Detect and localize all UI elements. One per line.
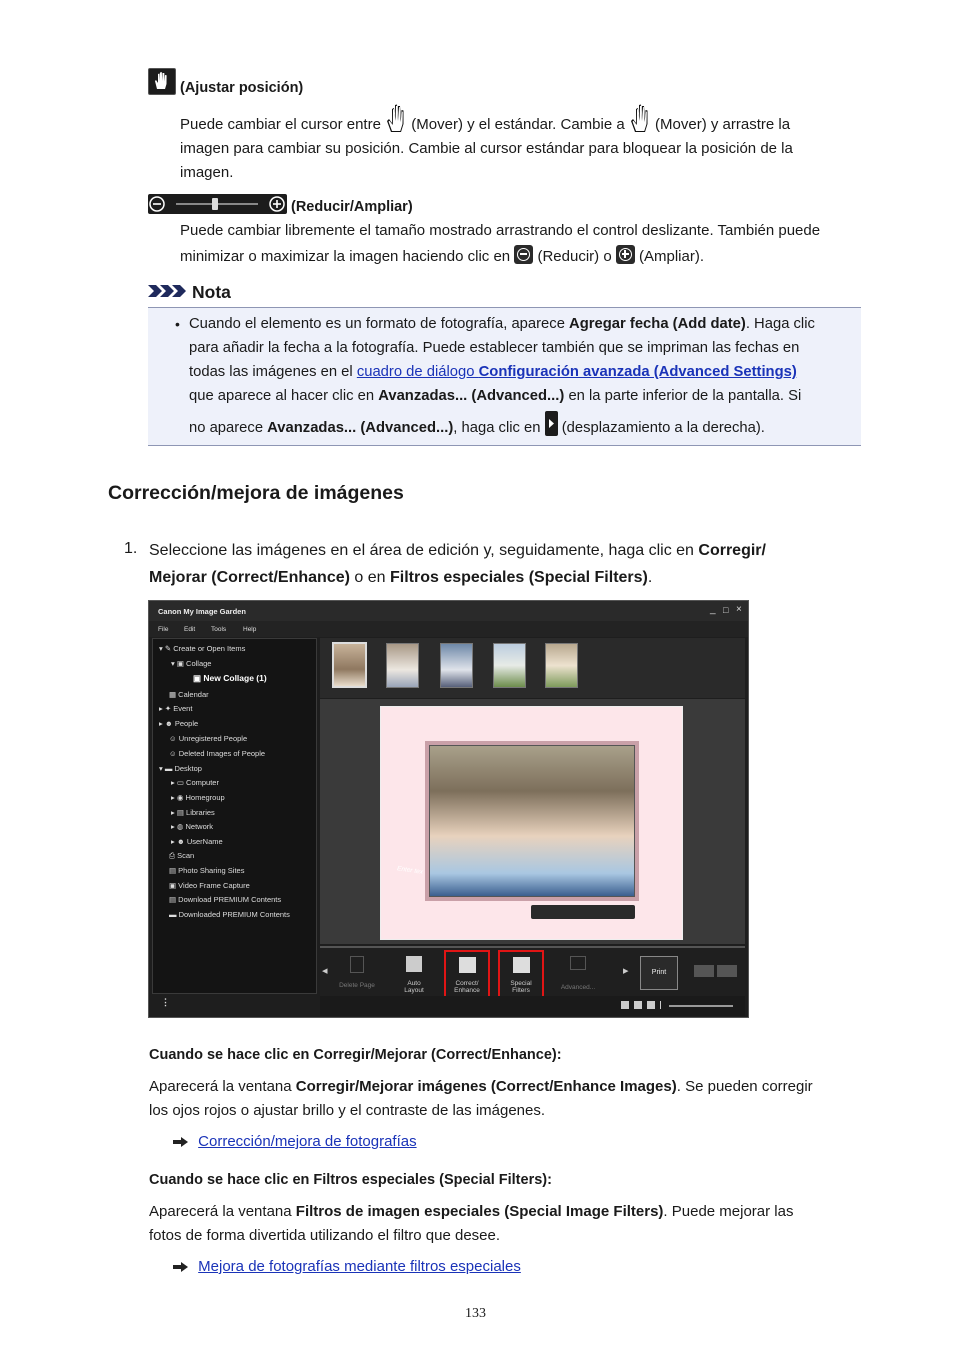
text-bold: Avanzadas... (Advanced...)	[378, 388, 565, 404]
text-bold: Filtros especiales (Special Filters)	[389, 569, 648, 586]
sidebar-label: Scan	[177, 851, 195, 860]
arrow-head-icon	[181, 1137, 188, 1147]
menu-help[interactable]: Help	[243, 626, 257, 633]
menu-tools[interactable]: Tools	[211, 626, 227, 633]
sidebar-label: Collage	[186, 659, 212, 668]
canvas-zoom-bar[interactable]	[531, 905, 635, 919]
thumbnail-1[interactable]	[332, 642, 367, 688]
menu-edit[interactable]: Edit	[184, 626, 196, 633]
advanced-button[interactable]	[556, 956, 600, 996]
collage-page[interactable]	[380, 706, 683, 940]
note-bullet: •	[175, 316, 180, 332]
sidebar-item-network[interactable]: ▸ ◍ Network	[171, 822, 213, 831]
special-filters-button[interactable]	[498, 950, 544, 998]
note-icon	[148, 283, 188, 299]
sidebar-item-downloaded-premium[interactable]: ▬ Downloaded PREMIUM Contents	[169, 910, 290, 919]
scroll-right-button[interactable]: ▸	[623, 965, 629, 977]
status-bar	[320, 996, 745, 1016]
sidebar-item-deleted-people[interactable]: ☺ Deleted Images of People	[169, 749, 266, 758]
correct-enhance-label: Correct/ Enhance	[454, 980, 480, 994]
maximize-button[interactable]: □	[723, 605, 729, 615]
arrow-icon	[173, 1265, 181, 1269]
text-span: para añadir la fecha a la fotografía. Puede establecer también que se impriman las fechas en	[189, 340, 800, 356]
text-span: . Haga clic	[745, 316, 815, 332]
text-span: en la parte inferior de la pantalla. Si	[568, 388, 802, 404]
text-span: fotos de forma divertida utilizando el filtro que desee.	[149, 1227, 501, 1244]
sidebar-label: Computer	[186, 778, 219, 787]
step-text	[149, 537, 859, 591]
step-number: 1.	[124, 540, 138, 557]
correct-link-row	[173, 1133, 417, 1150]
link-text-bold: Configuración avanzada (Advanced Settings)	[478, 364, 797, 380]
auto-layout-label: Auto Layout	[404, 980, 424, 994]
text-span: o en	[354, 569, 386, 586]
canvas-text[interactable]: Enter tex	[396, 865, 424, 876]
thumbnail-3[interactable]	[440, 643, 473, 688]
minimize-button[interactable]: _	[710, 604, 716, 615]
sidebar-item-username[interactable]: ▸ ☻ UserName	[171, 837, 223, 846]
sidebar-item-create[interactable]: ▾ ✎ Create or Open Items	[159, 644, 246, 653]
sidebar-item-download-premium[interactable]: ▤ Download PREMIUM Contents	[169, 895, 282, 904]
arrow-icon	[173, 1140, 181, 1144]
sidebar-item-video-capture[interactable]: ▣ Video Frame Capture	[169, 881, 250, 890]
text-span: no aparece	[189, 420, 264, 436]
zoom-slider-icon	[148, 194, 287, 214]
auto-layout-button[interactable]	[392, 956, 436, 996]
sidebar-label: Create or Open Items	[173, 644, 246, 653]
sidebar-item-scan[interactable]: ⎙ Scan	[169, 851, 195, 860]
link-text: cuadro de diálogo	[356, 364, 475, 380]
sidebar-label: Deleted Images of People	[178, 749, 266, 758]
text-span: imagen para cambiar su posición. Cambie al cursor estándar para bloquear la posición de la	[180, 140, 793, 157]
menu-file[interactable]: File	[158, 626, 169, 633]
sidebar-label: Libraries	[186, 808, 215, 817]
thumbnail-2[interactable]	[386, 643, 419, 688]
sidebar-item-libraries[interactable]: ▸ ▤ Libraries	[171, 808, 215, 817]
text-span: Seleccione las imágenes en el área de edición y, seguidamente, haga clic en	[149, 542, 694, 559]
filters-heading: Cuando se hace clic en Filtros especiales (Special Filters):	[149, 1172, 552, 1188]
filters-link-row	[173, 1258, 521, 1275]
zoom-title: (Reducir/Ampliar)	[291, 199, 413, 215]
thumbnail-strip	[320, 638, 745, 698]
sidebar-item-photo-sharing[interactable]: ▤ Photo Sharing Sites	[169, 866, 245, 875]
next-page-button[interactable]	[717, 965, 737, 977]
text-span: Aparecerá la ventana	[149, 1203, 292, 1220]
sidebar-item-event[interactable]: ▸ ✦ Event	[159, 704, 193, 713]
app-screenshot	[148, 600, 749, 1018]
sidebar-label: New Collage (1)	[203, 673, 267, 683]
text-bold: Mejorar (Correct/Enhance)	[149, 569, 350, 586]
text-span: imagen.	[180, 164, 234, 181]
advanced-settings-link[interactable]	[357, 364, 797, 380]
text-span: Puede cambiar el cursor entre	[180, 116, 381, 133]
adjust-position-title: (Ajustar posición)	[180, 80, 304, 96]
text-span: .	[647, 569, 653, 586]
sidebar-item-collage[interactable]: ▾ ▣ Collage	[171, 659, 212, 668]
sidebar-item-homegroup[interactable]: ▸ ◉ Homegroup	[171, 793, 225, 802]
edit-area	[320, 699, 745, 944]
app-title: Canon My Image Garden	[158, 607, 246, 616]
sidebar-label: Calendar	[178, 690, 209, 699]
correct-heading: Cuando se hace clic en Corregir/Mejorar (Correct/Enhance):	[149, 1047, 562, 1063]
text-span: (desplazamiento a la derecha).	[561, 420, 765, 436]
note-heading: Nota	[192, 282, 231, 302]
app-titlebar	[149, 601, 748, 621]
photo-frame[interactable]	[425, 741, 639, 901]
advanced-label: Advanced...	[560, 984, 596, 991]
sidebar-label: Homegroup	[185, 793, 225, 802]
arrow-head-icon	[181, 1262, 188, 1272]
sidebar-item-new-collage[interactable]: ▣ New Collage (1)	[193, 673, 267, 683]
zoom-text	[180, 219, 860, 269]
text-span: (Ampliar).	[639, 248, 705, 265]
filters-text	[149, 1200, 861, 1248]
sidebar-item-computer[interactable]: ▸ ▭ Computer	[171, 778, 219, 787]
text-bold: Corregir/	[698, 542, 766, 559]
info-icon[interactable]: ⋮	[161, 997, 170, 1007]
text-span: Cuando el elemento es un formato de fotografía, aparece	[189, 316, 565, 332]
move-hand-icon	[385, 103, 407, 133]
text-bold: Filtros de imagen especiales (Special Image Filters)	[295, 1203, 664, 1220]
print-button[interactable]	[640, 956, 678, 990]
sidebar-label: Event	[173, 704, 193, 713]
text-span: . Se pueden corregir	[676, 1078, 813, 1095]
text-span: todas las imágenes en el	[189, 364, 353, 380]
text-span: que aparece al hacer clic en	[189, 388, 375, 404]
sidebar-label: Downloaded PREMIUM Contents	[178, 910, 290, 919]
sidebar-label: Desktop	[174, 764, 202, 773]
print-label: Print	[651, 969, 667, 976]
sidebar-item-calendar[interactable]: ▦ Calendar	[169, 690, 209, 699]
view-icons[interactable]	[621, 1001, 661, 1009]
note-text	[189, 312, 857, 440]
text-span: (Mover) y el estándar. Cambie a	[411, 116, 625, 133]
thumbnail-4[interactable]	[493, 643, 526, 688]
correct-enhance-link[interactable]: Corrección/mejora de fotografías	[198, 1133, 417, 1150]
text-bold: Agregar fecha (Add date)	[569, 316, 746, 332]
scroll-left-button[interactable]: ◂	[322, 965, 328, 977]
text-span: (Mover) y arrastre la	[655, 116, 791, 133]
text-span: Puede cambiar libremente el tamaño mostrado arrastrando el control deslizante. También puede	[180, 222, 821, 239]
delete-page-button[interactable]	[335, 956, 379, 996]
scroll-right-icon	[545, 411, 558, 436]
sidebar-label: Video Frame Capture	[178, 881, 250, 890]
sidebar-item-desktop[interactable]: ▾ ▬ Desktop	[159, 764, 202, 773]
correct-text	[149, 1075, 861, 1123]
adjust-position-text	[180, 113, 860, 185]
enlarge-icon	[616, 245, 635, 264]
sidebar-label: UserName	[186, 837, 223, 846]
close-button[interactable]: ×	[736, 604, 742, 615]
sidebar-label: Unregistered People	[178, 734, 248, 743]
page-number: 133	[465, 1306, 486, 1321]
sidebar-label: People	[174, 719, 199, 728]
correct-enhance-button[interactable]	[444, 950, 490, 998]
sidebar-label: Download PREMIUM Contents	[178, 895, 282, 904]
bottom-toolbar	[320, 946, 745, 996]
thumbnail-5[interactable]	[545, 643, 578, 688]
sidebar-item-unregistered[interactable]: ☺ Unregistered People	[169, 734, 248, 743]
text-bold: Avanzadas... (Advanced...)	[267, 420, 454, 436]
text-span: . Puede mejorar las	[663, 1203, 794, 1220]
app-sidebar	[152, 638, 317, 994]
sidebar-label: Network	[185, 822, 213, 831]
section-title: Corrección/mejora de imágenes	[108, 482, 404, 504]
reduce-icon	[514, 245, 533, 264]
app-menubar	[149, 621, 748, 637]
move-hand-icon-2	[629, 103, 651, 133]
hand-icon	[148, 68, 176, 95]
text-span: Aparecerá la ventana	[149, 1078, 292, 1095]
text-span: minimizar o maximizar la imagen haciendo clic en	[180, 248, 511, 265]
prev-page-button[interactable]	[694, 965, 714, 977]
sidebar-item-people[interactable]: ▸ ☻ People	[159, 719, 199, 728]
text-span: , haga clic en	[453, 420, 541, 436]
special-filters-label: Special Filters	[510, 980, 532, 994]
sidebar-label: Photo Sharing Sites	[178, 866, 245, 875]
text-span: los ojos rojos o ajustar brillo y el contraste de las imágenes.	[149, 1102, 546, 1119]
status-zoom-slider[interactable]	[669, 1005, 733, 1007]
special-filters-link[interactable]: Mejora de fotografías mediante filtros especiales	[198, 1258, 521, 1275]
text-bold: Corregir/Mejorar imágenes (Correct/Enhance Images)	[295, 1078, 677, 1095]
delete-page-label: Delete Page	[339, 982, 375, 989]
text-span: (Reducir) o	[537, 248, 612, 265]
